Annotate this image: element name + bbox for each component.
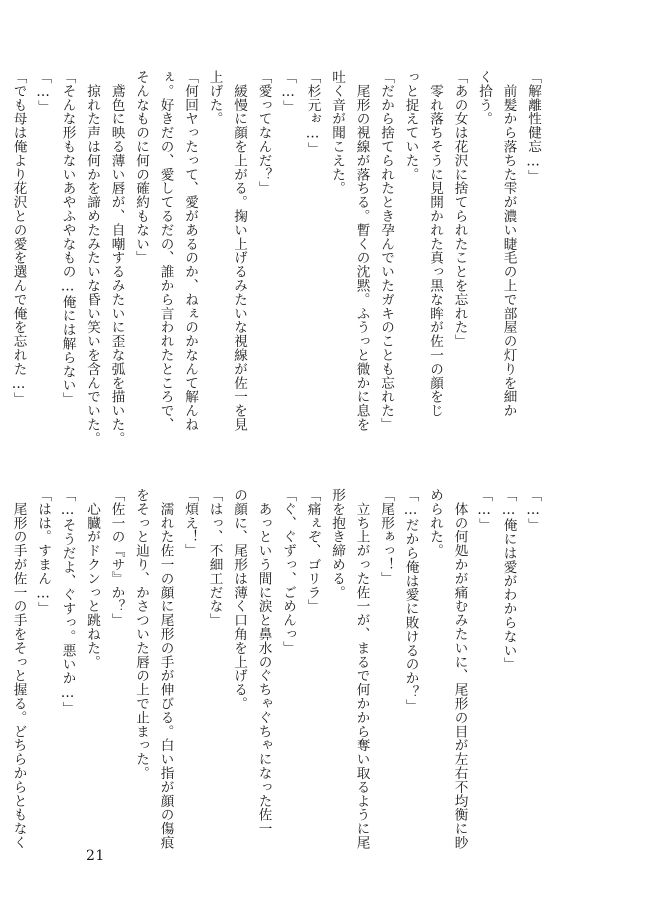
text-column: 「佐一の『サ』か？」: [108, 488, 125, 627]
text-column: 上げた。: [206, 70, 223, 126]
page-number: 21: [86, 848, 105, 864]
text-column: 「…」: [280, 70, 296, 115]
text-column: 「尾形ぁっ！」: [378, 488, 394, 586]
text-column: 「何回ヤったって、愛があるのか、ねぇのかなんて解んね: [182, 70, 198, 432]
text-column: っと捉えていた。: [402, 70, 419, 182]
text-column: 「…」: [525, 488, 541, 533]
text-column: 形を抱き締める。: [329, 488, 345, 600]
text-column: 立ち上がった佐一が、まるで何かから奪い取るように尾: [353, 488, 370, 850]
text-column: 濡れた佐一の顔に尾形の手が伸びる。白い指が顔の傷痕: [157, 488, 174, 850]
text-column: 前髪から落ちた雫が濃い睫毛の上で部屋の灯りを細か: [500, 70, 517, 418]
text-column: 「杉元ぉ…」: [304, 70, 321, 156]
text-column: 「痛ぇぞ、ゴリラ」: [304, 488, 321, 614]
text-column: 「…俺には愛がわからない」: [500, 488, 517, 672]
text-column: 「…」: [35, 70, 51, 115]
text-column: 「はは。すまん…」: [35, 488, 51, 616]
text-column: 「でも母は俺より花沢との愛を選んで俺を忘れた…」: [10, 70, 27, 406]
text-column: 尾形の手が佐一の手をそっと握る。どちらからともなく: [10, 488, 27, 850]
text-column: 「あの女は花沢に捨てられたことを忘れた」: [451, 70, 468, 348]
text-column: をそっと辿り、かさついた唇の上で止まった。: [133, 488, 149, 780]
top-text-block: [6, 70, 545, 462]
text-column: 体の何処かが痛むみたいに、尾形の目が左右不均衡に眇: [451, 488, 468, 850]
text-column: の顔に、尾形は薄く口角を上げる。: [231, 488, 247, 711]
text-column: 「解離性健忘…」: [525, 70, 541, 184]
text-column: 掠れた声は何かを諦めたみたいな昏い笑いを含んでいた。: [84, 70, 100, 446]
text-column: ぇ。好きだの、愛してるだの、誰から言われたところで、: [157, 70, 174, 432]
text-column: 鳶色に映る薄い唇が、自嘲するみたいに歪な弧を描いた。: [108, 70, 125, 446]
text-column: 「…だから俺は愛に敗けるのか？」: [402, 488, 419, 713]
text-column: 「はっ、不細工だな」: [206, 488, 223, 627]
text-column: く拾う。: [476, 70, 492, 126]
text-column: 「…」: [476, 488, 492, 533]
text-column: 心臓がドクンっと跳ねた。: [84, 488, 100, 669]
text-column: 「煩え！」: [182, 488, 198, 558]
text-column: 「…そうだよ、ぐすっ。悪いか…」: [59, 488, 76, 716]
text-column: められた。: [427, 488, 443, 558]
text-column: 緩慢に顔を上がる。掬い上げるみたいな視線が佐一を見: [231, 70, 247, 432]
text-column: あっという間に涙と鼻水のぐちゃぐちゃになった佐一: [255, 488, 272, 836]
text-column: 「そんな形もないあやふやなもの…俺には解らない」: [59, 70, 76, 406]
text-column: 尾形の視線が落ちる。暫くの沈黙。ふうっと微かに息を: [353, 70, 370, 432]
text-column: 「愛ってなんだ？」: [255, 70, 272, 196]
bottom-text-block: [6, 488, 545, 880]
text-column: 「だから捨てられたとき孕んでいたガキのことも忘れた」: [378, 70, 394, 432]
text-column: そんなものに何の確約もない」: [133, 70, 149, 265]
text-column: 零れ落ちそうに見開かれた真っ黒な眸が佐一の顔をじ: [427, 70, 443, 418]
text-column: 「ぐ、ぐずっ、ごめんっ」: [280, 488, 296, 655]
text-column: 吐く音が聞こえた。: [329, 70, 345, 196]
